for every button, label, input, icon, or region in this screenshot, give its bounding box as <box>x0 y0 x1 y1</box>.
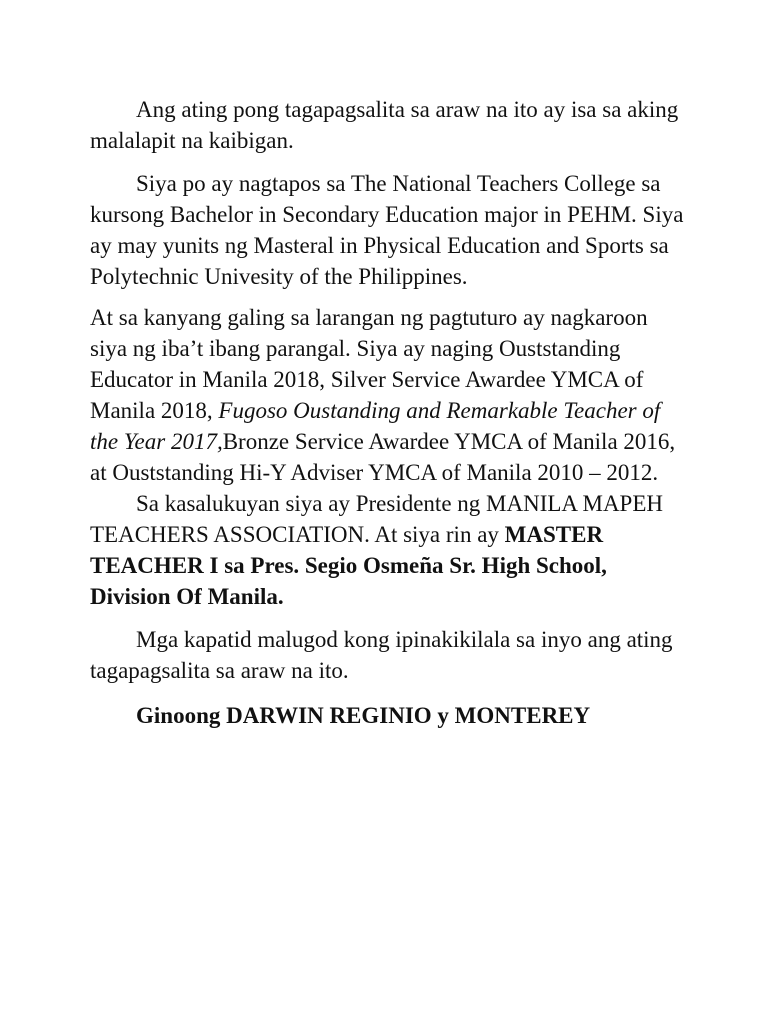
speaker-name: Ginoong DARWIN REGINIO y MONTEREY <box>136 703 591 728</box>
paragraph-position <box>90 488 690 612</box>
position-text: Sa kasalukuyan siya ay Presidente ng MANILA MAPEH TEACHERS ASSOCIATION. At siya rin ay <box>90 491 664 547</box>
document-body <box>90 94 690 731</box>
paragraph-awards <box>90 302 690 488</box>
position-bold-text: MASTER TEACHER I sa Pres. Segio Osmeña Sr. High School, Division Of Manila. <box>90 522 607 609</box>
paragraph-education: Siya po ay nagtapos sa The National Teachers College sa kursong Bachelor in Secondary Education major in PEHM. Siya ay may yunits ng Masteral in Physical Education and Sports sa Polytechnic Univesity of the Philippines. <box>90 171 684 289</box>
paragraph-intro: Ang ating pong tagapagsalita sa araw na ito ay isa sa aking malalapit na kaibigan. <box>90 97 679 153</box>
awards-text-1: At sa kanyang galing sa larangan ng pagtuturo ay nagkaroon siya ng iba’t ibang parangal. Siya ay naging Ouststanding Educator in Manila 2018, Silver Service Awardee YMCA of Manila 2018, <box>90 305 648 423</box>
awards-text-2: Bronze Service Awardee YMCA of Manila 2016, at Ouststanding Hi-Y Adviser YMCA of Manila 2010 – 2012. <box>90 429 676 485</box>
paragraph-introduction-call: Mga kapatid malugod kong ipinakikilala sa inyo ang ating tagapagsalita sa araw na ito. <box>90 627 673 683</box>
awards-italic-text: Fugoso Oustanding and Remarkable Teacher of the Year 2017, <box>90 398 661 454</box>
